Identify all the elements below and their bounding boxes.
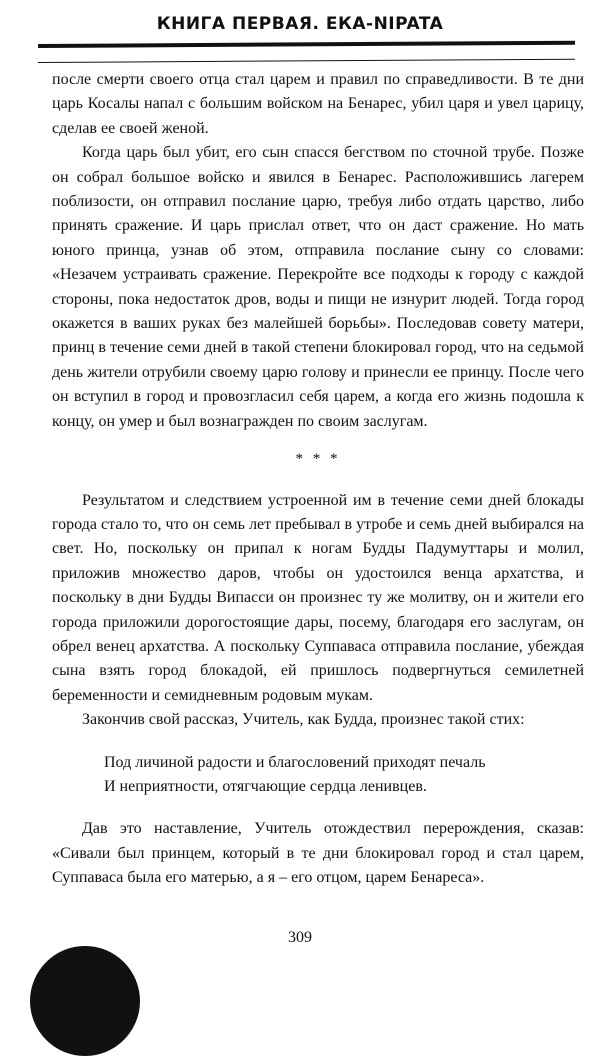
header-rule-thick: [38, 41, 575, 48]
section-separator: * * *: [295, 451, 341, 468]
paragraph-identification: Дав это наставление, Учитель отождествил перерождения, сказав: «Сивали был принцем, который в те дни блокировал город и стал царем, Суппаваса была его матерью, а я – его отцом, царем Бенареса».: [52, 820, 584, 887]
header-rule-thin: [38, 59, 575, 63]
verse-line-2: И неприятности, отягчающие сердца ленивцев.: [104, 777, 427, 795]
verse-line-1: Под личиной радости и благословений приходят печаль: [104, 753, 486, 771]
verse-block: [104, 751, 584, 800]
paragraph-siege: Когда царь был убит, его сын спасся бегством по сточной трубе. Позже он собрал большое войско и явился в Бенарес. Расположившись лагерем поблизости, он отправил послание царю, требуя либо отдать царство, либо принять сражение. И царь прислал ответ, что он даст сражение. Но мать юного принца, узнав об этом, отправила послание сыну со словами: «Незачем устраивать сражение. Перекройте все подходы к городу с каждой стороны, пока недостаток дров, воды и пищи не изнурит людей. Тогда город окажется в ваших руках без малейшей борьбы». Последовав совету матери, принц в течение семи дней в такой степени блокировал город, что на седьмой день жители отрубили своему царю голову и принесли ее принцу. После чего он вступил в город и провозгласил себя царем, а когда его жизнь подошла к концу, он умер и был вознагражден по своим заслугам.: [52, 144, 584, 430]
running-title: КНИГА ПЕРВАЯ. ЕКА-NIPATA: [156, 14, 444, 34]
page-header: [0, 0, 600, 70]
paragraph-continued: после смерти своего отца стал царем и правил по справедливости. В те дни царь Косалы напал с большим войском на Бенарес, убил царя и увел царицу, сделав ее своей женой.: [52, 71, 584, 137]
page-body: [52, 68, 584, 891]
paragraph-verse-intro: Закончив свой рассказ, Учитель, как Будда, произнес такой стих:: [82, 711, 525, 729]
corner-thumb-mark: [30, 946, 140, 1056]
paragraph-result: Результатом и следствием устроенной им в течение семи дней блокады города стало то, что он семь лет пребывал в утробе и семь дней выбирался на свет. Но, поскольку он припал к ногам Будды Падумуттары и молил, приложив множество даров, чтобы он удостоился венца архатства, и поскольку в дни Будды Випасси он произнес ту же молитву, он и жители его города приложили дорогостоящие дары, посему, благодаря его заслугам, он обрел венец архатства. А поскольку Суппаваса отправила послание, убеждая сына взять город блокадой, ей пришлось подвергнуться семилетней беременности и семидневным родовым мукам.: [52, 491, 584, 704]
page-number: 309: [288, 929, 312, 946]
